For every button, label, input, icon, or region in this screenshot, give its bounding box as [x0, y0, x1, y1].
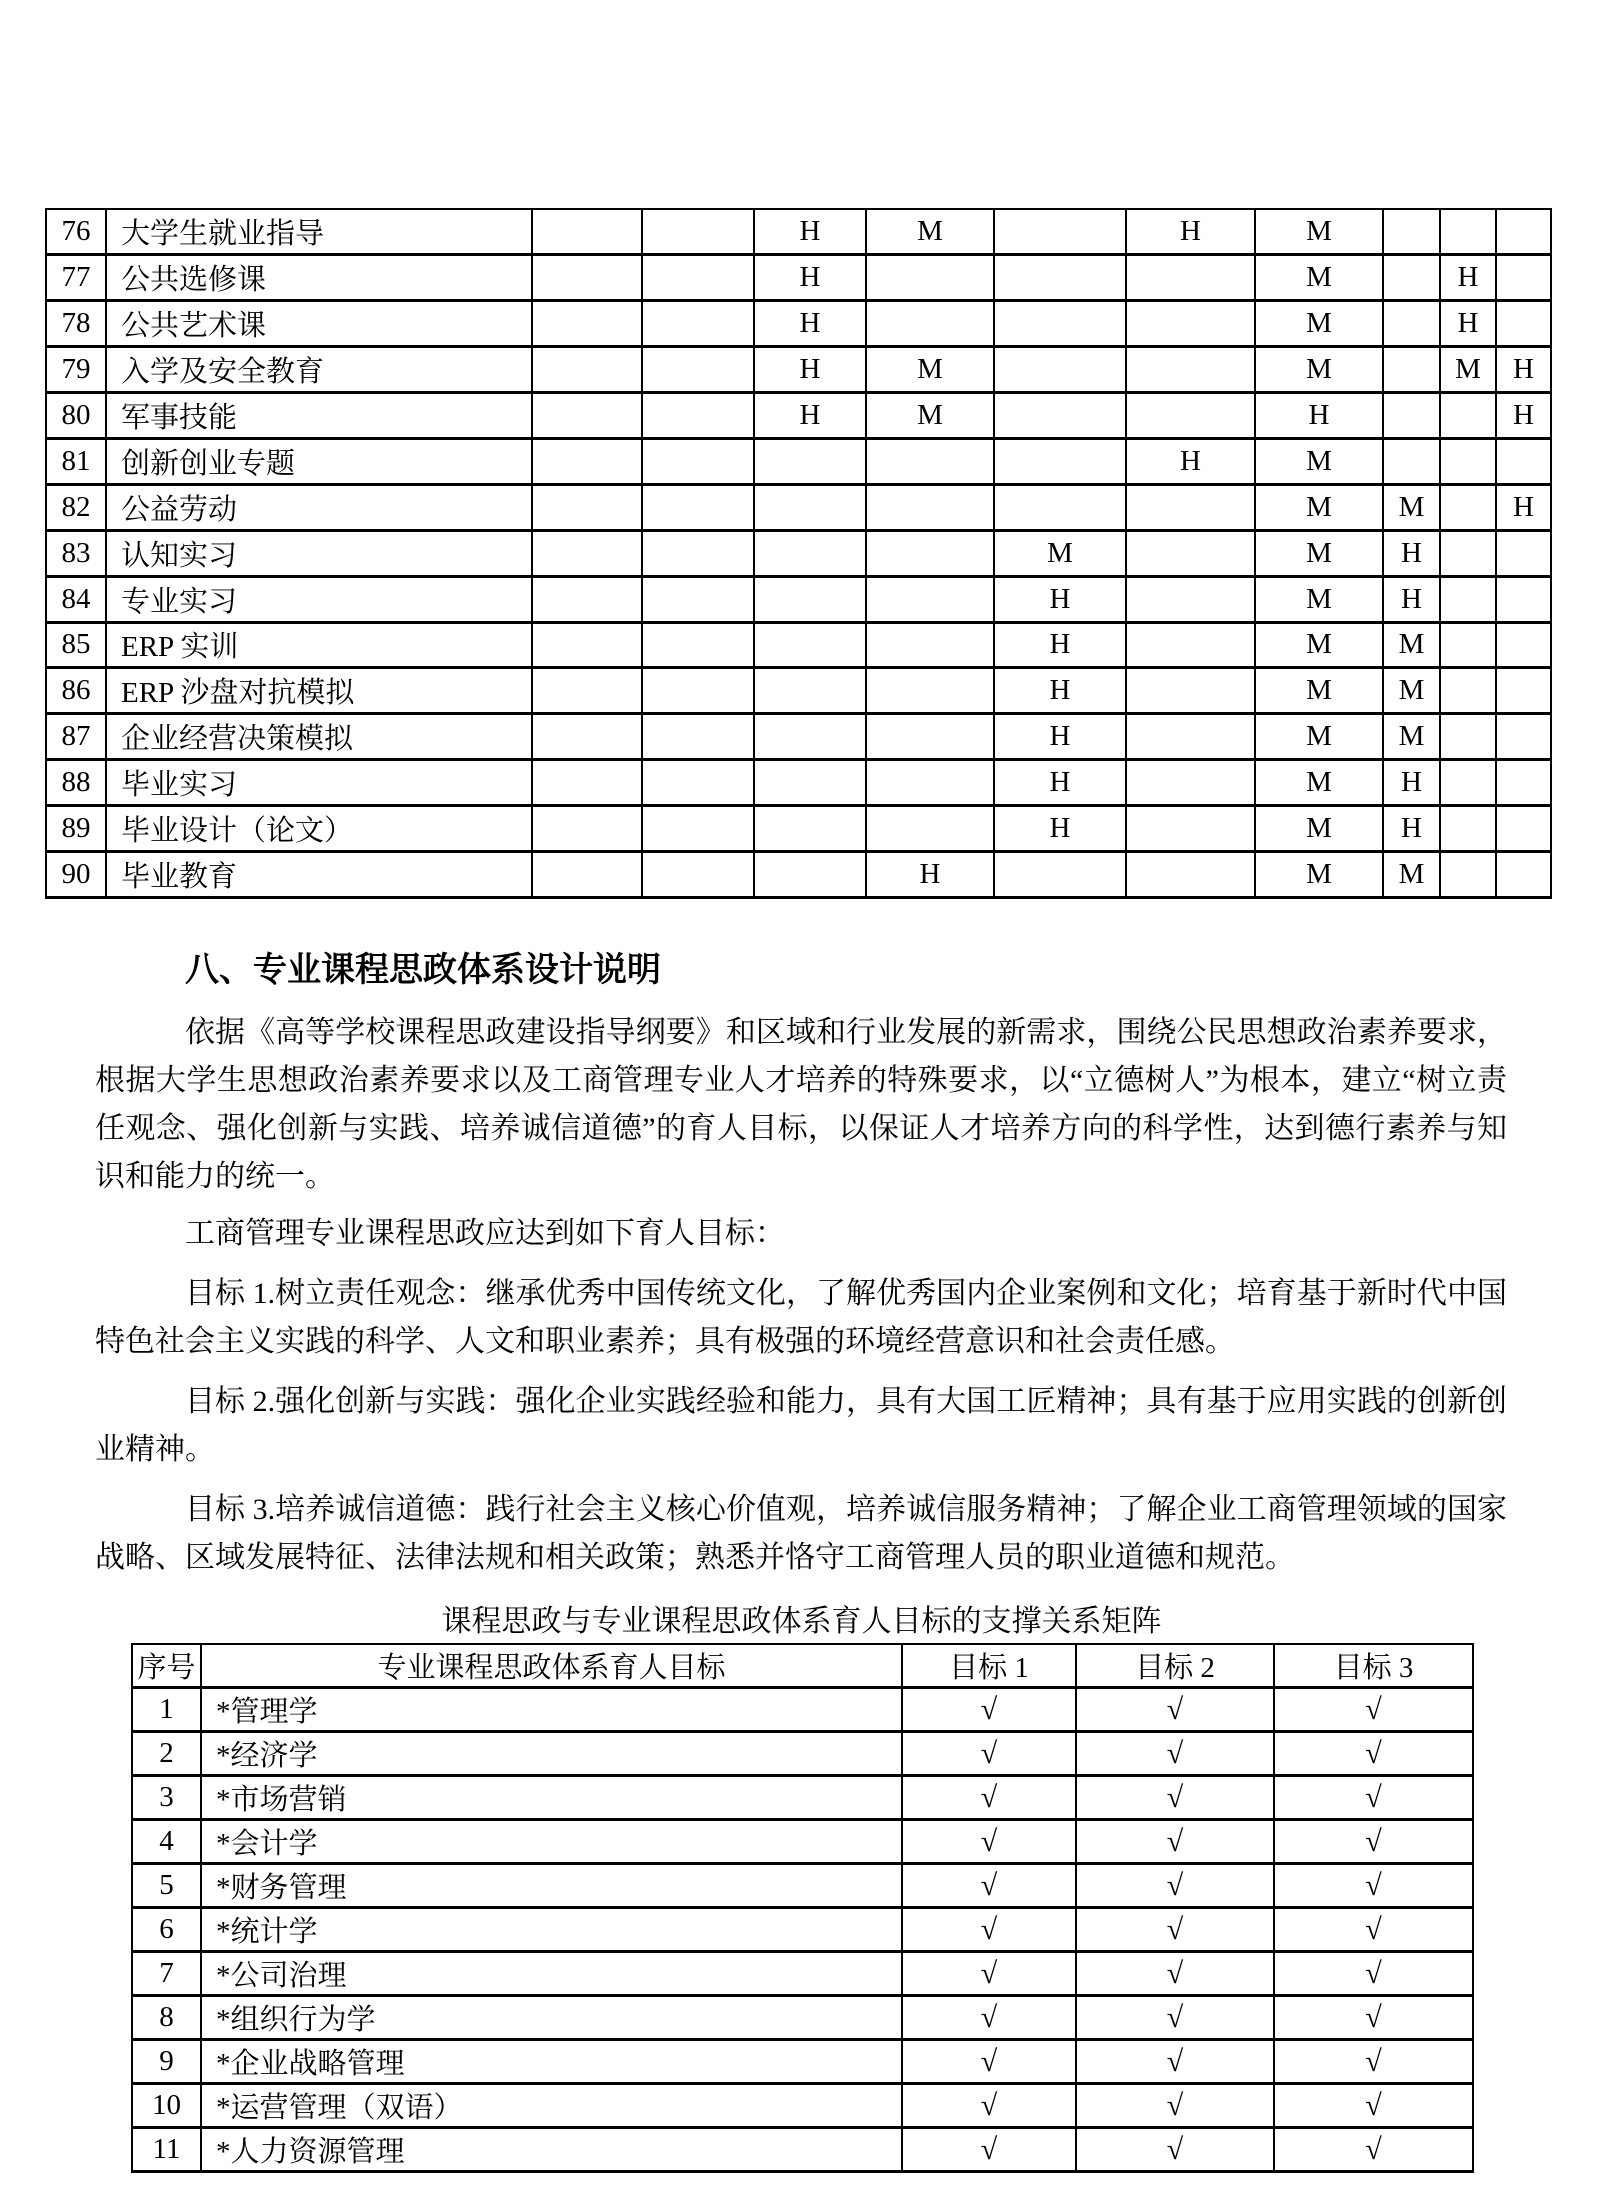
course-number-cell: 82 [46, 484, 106, 530]
support-level-cell: M [994, 530, 1126, 576]
support-level-cell: H [1440, 301, 1496, 347]
support-level-cell: H [994, 806, 1126, 852]
support-level-cell [642, 760, 754, 806]
course-number-cell: 83 [46, 530, 106, 576]
support-level-cell [1496, 622, 1551, 668]
table-row [46, 209, 1551, 255]
table-row [46, 301, 1551, 347]
goal2-check-cell: √ [1076, 2040, 1274, 2084]
support-level-cell: H [754, 209, 866, 255]
support-level-cell [1440, 806, 1496, 852]
support-level-cell [1440, 760, 1496, 806]
goal2-check-cell: √ [1076, 1908, 1274, 1952]
row-number-cell: 6 [132, 1908, 201, 1952]
goal1-check-cell: √ [902, 1732, 1076, 1776]
goal2-check-cell: √ [1076, 2128, 1274, 2172]
goal1-check-cell: √ [902, 1996, 1076, 2040]
table-row [132, 2084, 1473, 2128]
support-level-cell: M [1255, 851, 1383, 897]
course-name-cell: *会计学 [201, 1820, 902, 1864]
course-name-cell: 专业实习 [106, 576, 532, 622]
course-name-cell: 创新创业专题 [106, 438, 532, 484]
course-name-cell: ERP 实训 [106, 622, 532, 668]
course-name-cell: 入学及安全教育 [106, 347, 532, 393]
support-level-cell: H [1440, 255, 1496, 301]
support-level-cell: H [994, 622, 1126, 668]
matrix-table-caption: 课程思政与专业课程思政体系育人目标的支撑关系矩阵 [441, 1605, 1162, 1638]
goal3-check-cell: √ [1274, 1908, 1473, 1952]
table-row [46, 484, 1551, 530]
table-row [132, 2128, 1473, 2172]
table-row [132, 2040, 1473, 2084]
support-level-cell [866, 668, 994, 714]
support-level-cell [642, 714, 754, 760]
support-level-cell: M [1383, 622, 1440, 668]
support-level-cell [754, 714, 866, 760]
goal3-check-cell: √ [1274, 1688, 1473, 1732]
support-level-cell [642, 576, 754, 622]
paragraph-goal-1: 目标 1.树立责任观念：继承优秀中国传统文化，了解优秀国内企业案例和文化；培育基于新时代中国特色社会主义实践的科学、人文和职业素养；具有极强的环境经营意识和社会责任感。 [95, 1277, 1507, 1358]
support-level-cell [754, 851, 866, 897]
support-level-cell [532, 530, 642, 576]
section-heading: 八、专业课程思政体系设计说明 [185, 951, 661, 989]
goal3-check-cell: √ [1274, 2040, 1473, 2084]
support-level-cell [1383, 301, 1440, 347]
support-level-cell [642, 484, 754, 530]
matrix-header-row [132, 1644, 1473, 1688]
table-row [132, 1864, 1473, 1908]
goal1-check-cell: √ [902, 2040, 1076, 2084]
support-level-cell [1496, 760, 1551, 806]
support-level-cell: M [1255, 209, 1383, 255]
support-level-cell [532, 851, 642, 897]
support-level-cell: M [1255, 255, 1383, 301]
support-level-cell: M [866, 209, 994, 255]
row-number-cell: 7 [132, 1952, 201, 1996]
support-level-cell [532, 301, 642, 347]
support-level-cell: M [1255, 668, 1383, 714]
support-level-cell: M [1255, 438, 1383, 484]
row-number-cell: 9 [132, 2040, 201, 2084]
goal1-check-cell: √ [902, 1908, 1076, 1952]
support-level-cell [1126, 622, 1255, 668]
goal3-check-cell: √ [1274, 1864, 1473, 1908]
support-level-cell: H [994, 668, 1126, 714]
support-level-cell [642, 530, 754, 576]
support-level-cell [642, 393, 754, 439]
support-level-cell: H [1383, 576, 1440, 622]
support-level-cell: M [1255, 530, 1383, 576]
row-number-cell: 5 [132, 1864, 201, 1908]
goal2-check-cell: √ [1076, 1688, 1274, 1732]
support-level-cell [1126, 255, 1255, 301]
support-level-cell: H [1126, 438, 1255, 484]
support-level-cell [994, 484, 1126, 530]
table-row [46, 255, 1551, 301]
support-level-cell [1440, 851, 1496, 897]
support-level-cell: M [1255, 806, 1383, 852]
support-level-cell [754, 576, 866, 622]
support-level-cell [1496, 668, 1551, 714]
goal1-check-cell: √ [902, 1864, 1076, 1908]
support-level-cell [532, 438, 642, 484]
support-level-cell [1126, 347, 1255, 393]
support-level-cell [1126, 760, 1255, 806]
matrix-header-name: 专业课程思政体系育人目标 [201, 1644, 902, 1688]
course-number-cell: 77 [46, 255, 106, 301]
support-level-cell: M [1255, 484, 1383, 530]
course-name-cell: *统计学 [201, 1908, 902, 1952]
support-level-cell [866, 806, 994, 852]
support-level-cell: H [994, 576, 1126, 622]
course-number-cell: 84 [46, 576, 106, 622]
goal3-check-cell: √ [1274, 1776, 1473, 1820]
row-number-cell: 10 [132, 2084, 201, 2128]
support-level-cell [866, 714, 994, 760]
course-name-cell: 毕业设计（论文） [106, 806, 532, 852]
support-level-cell [1440, 576, 1496, 622]
table-row [132, 1908, 1473, 1952]
goal2-check-cell: √ [1076, 1820, 1274, 1864]
support-level-cell [642, 209, 754, 255]
table-row [132, 1996, 1473, 2040]
matrix-header-goal2: 目标 2 [1076, 1644, 1274, 1688]
support-level-cell: H [1496, 484, 1551, 530]
support-level-cell: M [1383, 851, 1440, 897]
support-level-cell [642, 255, 754, 301]
row-number-cell: 8 [132, 1996, 201, 2040]
paragraph-goal-3: 目标 3.培养诚信道德：践行社会主义核心价值观，培养诚信服务精神；了解企业工商管理领域的国家战略、区域发展特征、法律法规和相关政策；熟悉并恪守工商管理人员的职业道德和规范。 [95, 1493, 1507, 1574]
table-row [46, 714, 1551, 760]
support-level-cell: H [1383, 806, 1440, 852]
support-level-cell [1440, 438, 1496, 484]
support-level-cell [1126, 714, 1255, 760]
support-level-cell [994, 393, 1126, 439]
support-level-cell [1440, 393, 1496, 439]
support-level-cell [642, 806, 754, 852]
course-name-cell: 军事技能 [106, 393, 532, 439]
support-level-cell [642, 438, 754, 484]
goal3-check-cell: √ [1274, 1732, 1473, 1776]
support-level-cell: H [866, 851, 994, 897]
goal2-check-cell: √ [1076, 2084, 1274, 2128]
goal3-check-cell: √ [1274, 1820, 1473, 1864]
goal2-check-cell: √ [1076, 1952, 1274, 1996]
course-name-cell: 公共艺术课 [106, 301, 532, 347]
matrix-header-goal1: 目标 1 [902, 1644, 1076, 1688]
table-row [46, 393, 1551, 439]
table-row [46, 530, 1551, 576]
support-level-cell [532, 714, 642, 760]
support-level-cell [642, 301, 754, 347]
support-level-cell [1126, 530, 1255, 576]
support-level-cell: H [754, 393, 866, 439]
support-level-cell [754, 806, 866, 852]
support-level-cell [866, 576, 994, 622]
support-level-cell [642, 347, 754, 393]
table-row [46, 851, 1551, 897]
course-name-cell: *组织行为学 [201, 1996, 902, 2040]
course-name-cell: *运营管理（双语） [201, 2084, 902, 2128]
support-level-cell [1496, 301, 1551, 347]
support-level-cell [1126, 806, 1255, 852]
support-level-cell: M [866, 347, 994, 393]
support-level-cell [1440, 622, 1496, 668]
support-level-cell [866, 622, 994, 668]
support-level-cell: H [754, 301, 866, 347]
table-row [46, 438, 1551, 484]
support-level-cell [754, 760, 866, 806]
course-name-cell: 企业经营决策模拟 [106, 714, 532, 760]
support-level-cell [1496, 438, 1551, 484]
support-level-cell [1383, 393, 1440, 439]
support-level-cell: M [1255, 622, 1383, 668]
row-number-cell: 11 [132, 2128, 201, 2172]
table-row [132, 1952, 1473, 1996]
course-name-cell: 公共选修课 [106, 255, 532, 301]
goal1-check-cell: √ [902, 1820, 1076, 1864]
support-level-cell [1383, 347, 1440, 393]
support-level-cell [866, 301, 994, 347]
table-row [46, 760, 1551, 806]
support-level-cell [1126, 576, 1255, 622]
table-row [132, 1732, 1473, 1776]
support-level-cell [994, 851, 1126, 897]
paragraph-goal-2: 目标 2.强化创新与实践：强化企业实践经验和能力，具有大国工匠精神；具有基于应用实践的创新创业精神。 [95, 1385, 1507, 1466]
support-level-cell [1496, 714, 1551, 760]
course-name-cell: *企业战略管理 [201, 2040, 902, 2084]
table-row [46, 806, 1551, 852]
course-name-cell: *市场营销 [201, 1776, 902, 1820]
goal1-check-cell: √ [902, 2084, 1076, 2128]
support-level-cell [754, 668, 866, 714]
support-level-cell: H [1383, 530, 1440, 576]
row-number-cell: 4 [132, 1820, 201, 1864]
support-level-cell: H [754, 347, 866, 393]
goal1-check-cell: √ [902, 1688, 1076, 1732]
course-number-cell: 78 [46, 301, 106, 347]
paragraph-design-basis: 依据《高等学校课程思政建设指导纲要》和区域和行业发展的新需求，围绕公民思想政治素养要求，根据大学生思想政治素养要求以及工商管理专业人才培养的特殊要求，以“立德树人”为根本，建立“树立责任观念、强化创新与实践、培养诚信道德”的育人目标，以保证人才培养方向的科学性，达到德行素养与知识和能力的统一。 [95, 1016, 1507, 1193]
support-level-cell [532, 668, 642, 714]
support-level-cell [1383, 438, 1440, 484]
support-level-cell: H [1496, 347, 1551, 393]
support-level-cell: H [754, 255, 866, 301]
course-name-cell: 毕业实习 [106, 760, 532, 806]
support-level-cell [1126, 484, 1255, 530]
table-row [46, 668, 1551, 714]
support-level-cell [1496, 806, 1551, 852]
goal3-check-cell: √ [1274, 1952, 1473, 1996]
row-number-cell: 3 [132, 1776, 201, 1820]
support-level-cell [532, 393, 642, 439]
support-level-cell [1126, 301, 1255, 347]
goal3-check-cell: √ [1274, 2128, 1473, 2172]
support-level-cell [994, 209, 1126, 255]
table-row [132, 1688, 1473, 1732]
support-level-cell: M [1255, 301, 1383, 347]
course-name-cell: *经济学 [201, 1732, 902, 1776]
support-level-cell [754, 484, 866, 530]
course-name-cell: *管理学 [201, 1688, 902, 1732]
goal2-check-cell: √ [1076, 1864, 1274, 1908]
course-support-table-body [46, 209, 1551, 897]
course-name-cell: *公司治理 [201, 1952, 902, 1996]
support-level-cell [1126, 668, 1255, 714]
course-number-cell: 87 [46, 714, 106, 760]
support-level-cell: H [1496, 393, 1551, 439]
course-number-cell: 88 [46, 760, 106, 806]
goal2-check-cell: √ [1076, 1996, 1274, 2040]
support-level-cell [1440, 530, 1496, 576]
support-level-cell [994, 347, 1126, 393]
support-level-cell: M [1383, 668, 1440, 714]
table-row [46, 576, 1551, 622]
course-number-cell: 86 [46, 668, 106, 714]
support-level-cell [1440, 668, 1496, 714]
goal2-check-cell: √ [1076, 1732, 1274, 1776]
support-level-cell [866, 255, 994, 301]
table-row [132, 1820, 1473, 1864]
support-level-cell: H [994, 714, 1126, 760]
support-level-cell: H [1255, 393, 1383, 439]
table-row [46, 622, 1551, 668]
support-level-cell [532, 576, 642, 622]
course-name-cell: 大学生就业指导 [106, 209, 532, 255]
support-level-cell: M [1255, 714, 1383, 760]
support-level-cell [866, 760, 994, 806]
support-level-cell [1496, 576, 1551, 622]
course-number-cell: 80 [46, 393, 106, 439]
course-number-cell: 79 [46, 347, 106, 393]
support-level-cell [1440, 209, 1496, 255]
support-level-cell [532, 484, 642, 530]
course-name-cell: *人力资源管理 [201, 2128, 902, 2172]
course-number-cell: 89 [46, 806, 106, 852]
support-level-cell [532, 209, 642, 255]
support-level-cell [1496, 530, 1551, 576]
support-level-cell: M [1383, 714, 1440, 760]
support-level-cell [532, 255, 642, 301]
support-level-cell [866, 438, 994, 484]
course-number-cell: 85 [46, 622, 106, 668]
support-level-cell [532, 806, 642, 852]
support-level-cell [1440, 484, 1496, 530]
support-level-cell: M [1255, 347, 1383, 393]
course-name-cell: 毕业教育 [106, 851, 532, 897]
support-level-cell: M [1440, 347, 1496, 393]
support-level-cell [866, 484, 994, 530]
support-level-cell [1126, 393, 1255, 439]
course-number-cell: 76 [46, 209, 106, 255]
course-name-cell: 认知实习 [106, 530, 532, 576]
support-level-cell [532, 347, 642, 393]
support-level-cell [1126, 851, 1255, 897]
support-level-cell [994, 301, 1126, 347]
goal-support-matrix-table [131, 1643, 1474, 2173]
course-name-cell: 公益劳动 [106, 484, 532, 530]
goal3-check-cell: √ [1274, 1996, 1473, 2040]
support-level-cell: H [994, 760, 1126, 806]
support-level-cell [994, 255, 1126, 301]
goal-support-matrix-body [132, 1644, 1473, 2172]
support-level-cell [1383, 209, 1440, 255]
course-support-table [45, 208, 1552, 899]
support-level-cell [866, 530, 994, 576]
support-level-cell [1383, 255, 1440, 301]
goal1-check-cell: √ [902, 2128, 1076, 2172]
course-number-cell: 81 [46, 438, 106, 484]
support-level-cell [994, 438, 1126, 484]
matrix-header-goal3: 目标 3 [1274, 1644, 1473, 1688]
goal2-check-cell: √ [1076, 1776, 1274, 1820]
support-level-cell [642, 622, 754, 668]
support-level-cell: H [1383, 760, 1440, 806]
goal1-check-cell: √ [902, 1952, 1076, 1996]
support-level-cell [754, 622, 866, 668]
support-level-cell [642, 851, 754, 897]
support-level-cell [1496, 209, 1551, 255]
goal1-check-cell: √ [902, 1776, 1076, 1820]
row-number-cell: 2 [132, 1732, 201, 1776]
support-level-cell [1496, 851, 1551, 897]
paragraph-goals-intro: 工商管理专业课程思政应达到如下育人目标： [185, 1217, 785, 1250]
support-level-cell [1496, 255, 1551, 301]
support-level-cell: M [1383, 484, 1440, 530]
support-level-cell [754, 530, 866, 576]
support-level-cell: M [1255, 576, 1383, 622]
course-name-cell: ERP 沙盘对抗模拟 [106, 668, 532, 714]
goal3-check-cell: √ [1274, 2084, 1473, 2128]
support-level-cell: M [1255, 760, 1383, 806]
course-name-cell: *财务管理 [201, 1864, 902, 1908]
row-number-cell: 1 [132, 1688, 201, 1732]
support-level-cell [532, 622, 642, 668]
support-level-cell [642, 668, 754, 714]
support-level-cell [1440, 714, 1496, 760]
support-level-cell [532, 760, 642, 806]
table-row [132, 1776, 1473, 1820]
support-level-cell: M [866, 393, 994, 439]
support-level-cell: H [1126, 209, 1255, 255]
table-row [46, 347, 1551, 393]
course-number-cell: 90 [46, 851, 106, 897]
matrix-header-num: 序号 [132, 1644, 201, 1688]
support-level-cell [754, 438, 866, 484]
